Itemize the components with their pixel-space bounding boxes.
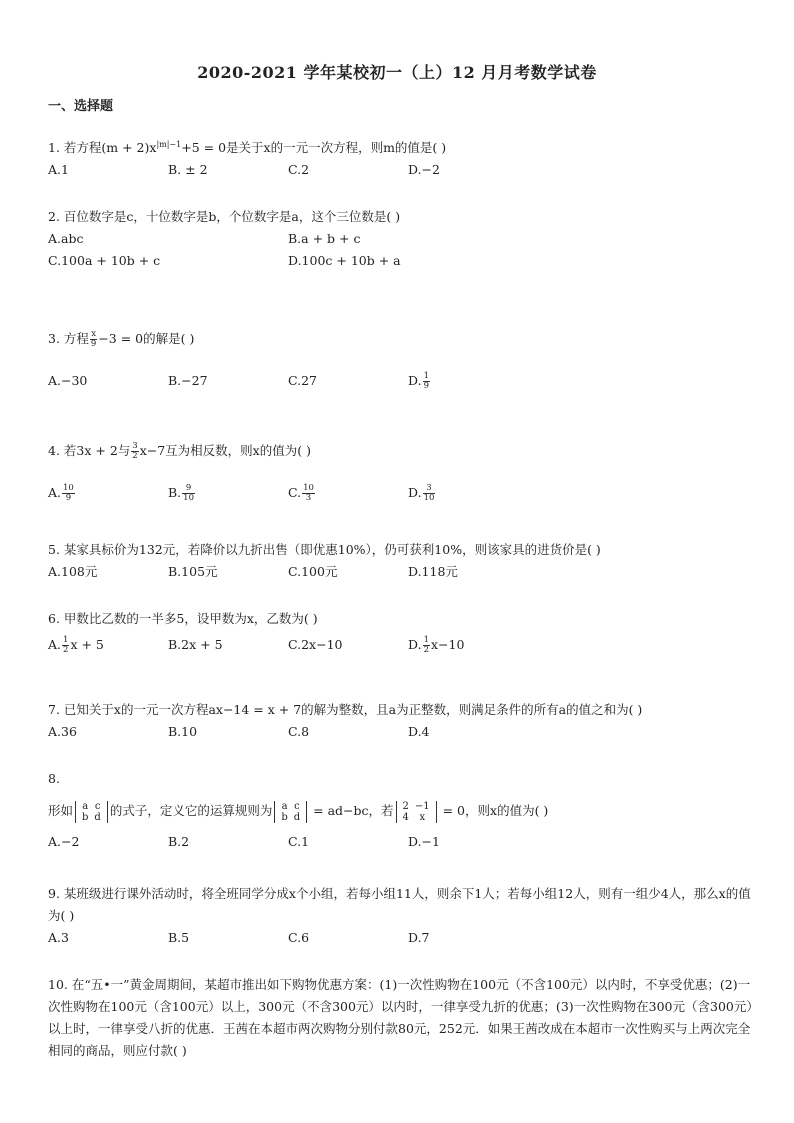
question-stem: 9. 某班级进行课外活动时，将全班同学分成x个小组，若每小组11人，则余下1人；若每小组12人，则有一组少4人，那么x的值为( ) xyxy=(48,886,751,923)
option-a: A.108元 xyxy=(48,564,98,579)
question-stem: 形如 a c b d 的式子，定义它的运算规则为 a c b d = ad−bc，若 2 −1 4 x = 0，则x的值为( ) xyxy=(48,800,549,823)
options xyxy=(48,561,758,583)
question-stem: 5. 某家具标价为132元，若降价以九折出售（即优惠10%），仍可获利10%，则该家具的进货价是( ) xyxy=(48,542,601,557)
option-b: B.2x + 5 xyxy=(168,637,223,652)
question-1 xyxy=(48,137,758,181)
options xyxy=(48,250,758,272)
question-stem: 1. 若方程$(m + 2)x^{|m|-1}+5 = 0$是关于x的一元一次方程，则m的值是( ) xyxy=(48,140,447,155)
option-c: C.27 xyxy=(288,373,317,388)
option-a: A.−2 xyxy=(48,833,80,849)
question-4 xyxy=(48,440,758,504)
question-stem: 6. 甲数比乙数的一半多5，设甲数为x，乙数为( ) xyxy=(48,611,318,626)
options xyxy=(48,370,758,392)
option-c: C.8 xyxy=(288,724,310,739)
option-d: D.−2 xyxy=(408,162,440,177)
option-b: B. ± 2 xyxy=(168,162,208,177)
question-5 xyxy=(48,539,758,583)
option-d: D. $\frac{1}{2}$ x−10 xyxy=(408,635,465,655)
determinant-2: a c b d xyxy=(274,801,307,823)
option-b: B.5 xyxy=(168,930,190,945)
fraction: $\frac{x}{9}$ xyxy=(90,329,97,349)
options xyxy=(48,721,758,743)
option-a: A.36 xyxy=(48,724,77,739)
fraction: $\frac{3}{2}$ xyxy=(132,441,138,461)
option-a: A.1 xyxy=(48,162,69,177)
question-8 xyxy=(48,768,758,853)
options xyxy=(48,831,758,853)
option-d: D.−1 xyxy=(408,833,440,849)
option-d: D.4 xyxy=(408,724,430,739)
option-c: C.1 xyxy=(288,833,310,849)
option-b: B.10 xyxy=(168,724,198,739)
options xyxy=(48,159,758,181)
option-c: C.2 xyxy=(288,162,310,177)
question-9 xyxy=(48,883,758,949)
fraction: $\frac{1}{9}$ xyxy=(423,371,429,391)
option-d: D.7 xyxy=(408,930,430,945)
question-stem: 3. 方程 $\frac{x}{9}$ −3 = 0的解是( ) xyxy=(48,329,195,349)
option-d: D. $\frac{3}{10}$ xyxy=(408,483,435,503)
option-b: B.a + b + c xyxy=(288,231,361,246)
question-7 xyxy=(48,699,758,743)
options xyxy=(48,228,758,250)
determinant-3: 2 −1 4 x xyxy=(396,801,437,823)
question-stem: 2. 百位数字是c，十位数字是b，个位数字是a，这个三位数是( ) xyxy=(48,209,401,224)
option-d: D.100c + 10b + a xyxy=(288,253,401,268)
option-c: C. $\frac{10}{3}$ xyxy=(288,483,314,503)
question-6 xyxy=(48,608,758,656)
option-a: A. $\frac{10}{9}$ xyxy=(48,483,74,503)
question-10 xyxy=(48,974,758,1062)
option-b: B.−27 xyxy=(168,373,208,388)
option-a: A.3 xyxy=(48,930,69,945)
option-b: B. $\frac{9}{10}$ xyxy=(168,483,194,503)
question-number: 8. xyxy=(48,771,60,786)
option-c: C.100元 xyxy=(288,564,338,579)
option-c: C.100a + 10b + c xyxy=(48,253,161,268)
option-c: C.6 xyxy=(288,930,310,945)
question-stem: 10. 在“五•一”黄金周期间，某超市推出如下购物优惠方案：(1)一次性购物在100元（不含100元）以内时，不享受优惠；(2)一次性购物在100元（含100元）以上，300元（不含300元）以内时，一律享受九折的优惠；(3)一次性购物在300元（含300元）以上时，一律享受八折的优惠．王茜在本超市两次购物分别付款80元，252元．如果王茜改成在本超市一次性购买与上两次完全相同的商品，则应付款( ) xyxy=(48,977,753,1058)
options xyxy=(48,634,758,656)
options xyxy=(48,482,758,504)
option-a: A. $\frac{1}{2}$ x + 5 xyxy=(48,635,104,655)
page-title: 2020-2021 学年某校初一（上）12 月月考数学试卷 xyxy=(197,63,597,82)
option-c: C.2x−10 xyxy=(288,637,343,652)
question-stem: 4. 若3x + 2与 $\frac{3}{2}$ x−7互为相反数，则x的值为( ) xyxy=(48,441,311,461)
option-d: D.118元 xyxy=(408,564,458,579)
question-3 xyxy=(48,328,758,392)
option-a: A.abc xyxy=(48,231,84,246)
question-2 xyxy=(48,206,758,272)
section-heading: 一、选择题 xyxy=(48,99,114,114)
options xyxy=(48,927,758,949)
option-d: D. $\frac{1}{9}$ xyxy=(408,371,429,391)
question-stem: 7. 已知关于x的一元一次方程ax−14 = x + 7的解为整数，且a为正整数，则满足条件的所有a的值之和为( ) xyxy=(48,702,643,717)
determinant-1: a c b d xyxy=(75,801,108,823)
option-b: B.2 xyxy=(168,833,190,849)
exponent: |m|−1 xyxy=(156,140,182,149)
option-b: B.105元 xyxy=(168,564,218,579)
option-a: A.−30 xyxy=(48,373,88,388)
